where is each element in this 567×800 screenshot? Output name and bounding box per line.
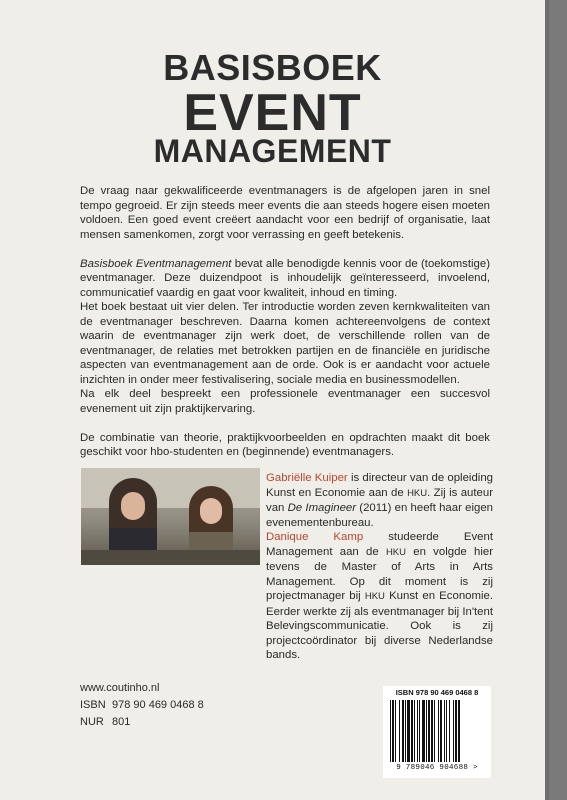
author-bio-top <box>266 471 493 663</box>
barcode-digits: 9 789046 904688 > <box>396 764 478 772</box>
publisher-url[interactable]: www.coutinho.nl <box>80 682 160 694</box>
hku-abbr: HKU <box>385 546 406 558</box>
isbn-line <box>80 697 204 714</box>
spine-edge <box>545 0 567 800</box>
blurb <box>80 184 490 460</box>
about-paragraph-3: Na elk deel bespreekt een professionele eventmanager een succesvol evenement uit zijn praktijkervaring. <box>80 388 490 415</box>
nur-label: NUR <box>80 716 104 728</box>
hku-abbr: HKU <box>364 591 385 602</box>
closing-paragraph: De combinatie van theorie, praktijkvoorbeelden en opdrachten maakt dit boek geschikt voor hbo-studenten en (beginnende) eventmanagers. <box>80 431 490 458</box>
author1-book-title: De Imagineer <box>287 502 357 514</box>
nur-value: 801 <box>112 716 131 728</box>
barcode-isbn-text: ISBN 978 90 469 0468 8 <box>395 688 479 697</box>
nur-line <box>80 714 204 731</box>
publisher-info <box>80 680 204 731</box>
intro-paragraph: De vraag naar gekwalificeerde eventmanagers is de afgelopen jaren in snel tempo gegroeid. Er zijn steeds meer events die aan steeds hogere eisen moeten voldoen. Een goed event creëert aandacht voor een bedrijf of organisatie, laat mensen samenkomen, zorgt voor verrassing en geeft betekenis. <box>80 185 490 241</box>
title-line-3: MANAGEMENT <box>153 133 392 169</box>
book-title-italic: Basisboek Eventmanagement <box>80 257 232 270</box>
about-paragraph-1 <box>80 257 490 301</box>
author1-bio-text-2: . Zij is auteur van <box>266 486 493 514</box>
isbn-value: 978 90 469 0468 8 <box>112 699 204 711</box>
about-paragraph-2: Het boek bestaat uit vier delen. Ter introductie worden zeven kernkwaliteiten van de eventmanager beschreven. Daarna komen achtereenvolgens de context waarin de eventmanager zijn werk doet, de verschillende rollen van de eventmanager, de relaties met betrokken partijen en de financiële en juridische aspecten van eventmanagement aan de orde. Ook is er aandacht voor actuele inzichten in onder meer festivalisering, sociale media en businessmodellen. <box>80 301 490 386</box>
isbn-label: ISBN <box>80 699 106 711</box>
author1-bio-text-3: (2011) en heeft haar eigen evenementenbureau. <box>266 502 493 529</box>
author2-bio-text: studeerde Event Management aan de <box>266 531 493 558</box>
author2-name: Danique Kamp <box>266 531 364 543</box>
author-photo <box>81 468 260 565</box>
author2-bio-text-3: Kunst en Economie. Eerder werkte zij als eventmanager bij In'tent Belevingscommunicatie. Ook is zij projectcoördinator bij diverse Nederlandse bands. <box>266 590 494 661</box>
title-line-1: BASISBOEK <box>163 47 382 88</box>
title-line-2: EVENT <box>183 84 362 142</box>
barcode <box>383 686 491 778</box>
author1-bio-text: is directeur van de opleiding Kunst en Economie aan de <box>266 472 493 499</box>
about-paragraph-1-text: bevat alle benodigde kennis voor de (toekomstige) eventmanager. Deze duizendpoot is inhoudelijk geïnteresseerd, invoelend, communicatief vaardig en gaat voor kwaliteit, inhoud en timing. <box>80 257 490 299</box>
barcode-bars <box>390 700 484 762</box>
author1-name: Gabriëlle Kuiper <box>266 472 348 484</box>
author2-bio-text-2: en volgde hier tevens de Master of Arts in Arts Management. Op dit moment is zij projectmanager bij <box>266 545 493 602</box>
hku-abbr: HKU <box>407 487 428 499</box>
